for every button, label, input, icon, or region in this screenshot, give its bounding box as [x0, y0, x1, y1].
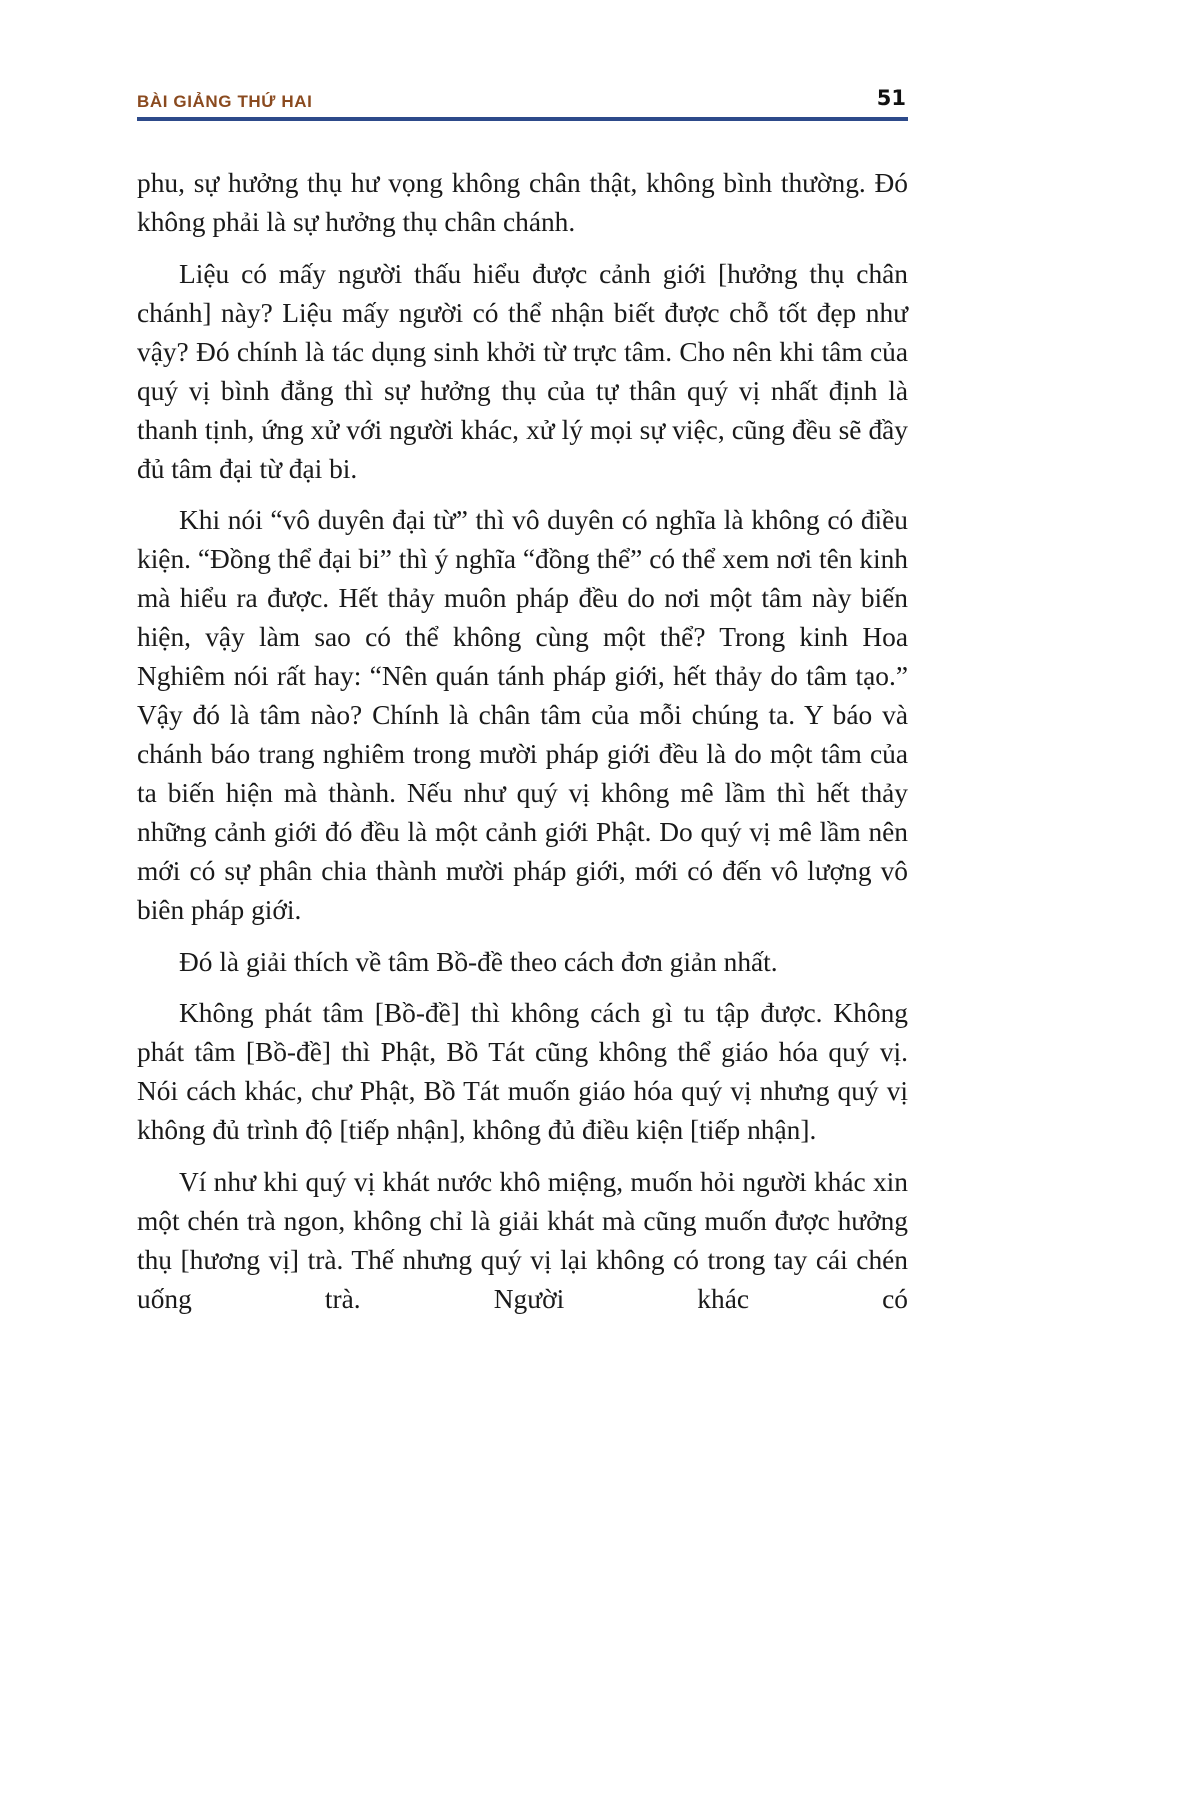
paragraph: Liệu có mấy người thấu hiểu được cảnh giới [hưởng thụ chân chánh] này? Liệu mấy người có thể nhận biết được chỗ tốt đẹp như vậy? Đó chính là tác dụng sinh khởi từ trực tâm. Cho nên khi tâm của quý vị bình đẳng thì sự hưởng thụ của tự thân quý vị nhất định là thanh tịnh, ứng xử với người khác, xử lý mọi sự việc, cũng đều sẽ đầy đủ tâm đại từ đại bi. — [137, 258, 908, 484]
paragraph: Khi nói “vô duyên đại từ” thì vô duyên có nghĩa là không có điều kiện. “Đồng thể đại bi” thì ý nghĩa “đồng thể” có thể xem nơi tên kinh mà hiểu ra được. Hết thảy muôn pháp đều do nơi một tâm này biến hiện, vậy làm sao có thể không cùng một thể? Trong kinh Hoa Nghiêm nói rất hay: “Nên quán tánh pháp giới, hết thảy do tâm tạo.” Vậy đó là tâm nào? Chính là chân tâm của mỗi chúng ta. Y báo và chánh báo trang nghiêm trong mười pháp giới đều là do một tâm của ta biến hiện mà thành. Nếu như quý vị không mê lầm thì hết thảy những cảnh giới đó đều là một cảnh giới Phật. Do quý vị mê lầm nên mới có sự phân chia thành mười pháp giới, mới có đến vô lượng vô biên pháp giới. — [137, 505, 908, 925]
body-text — [137, 164, 908, 1331]
header-rule — [137, 117, 908, 121]
running-title: BÀI GIẢNG THỨ HAI — [137, 92, 313, 111]
page-number: 51 — [876, 86, 906, 110]
paragraph: Đó là giải thích về tâm Bồ-đề theo cách đơn giản nhất. — [179, 946, 778, 977]
page-header — [137, 86, 908, 116]
paragraph-continued: phu, sự hưởng thụ hư vọng không chân thật, không bình thường. Đó không phải là sự hưởng thụ chân chánh. — [137, 168, 908, 237]
paragraph-continues: Ví như khi quý vị khát nước khô miệng, muốn hỏi người khác xin một chén trà ngon, không chỉ là giải khát mà cũng muốn được hưởng thụ [hương vị] trà. Thế nhưng quý vị lại không có trong tay cái chén uống trà. Người khác có — [137, 1166, 908, 1314]
paragraph: Không phát tâm [Bồ-đề] thì không cách gì tu tập được. Không phát tâm [Bồ-đề] thì Phật, Bồ Tát cũng không thể giáo hóa quý vị. Nói cách khác, chư Phật, Bồ Tát muốn giáo hóa quý vị nhưng quý vị không đủ trình độ [tiếp nhận], không đủ điều kiện [tiếp nhận]. — [137, 998, 908, 1145]
